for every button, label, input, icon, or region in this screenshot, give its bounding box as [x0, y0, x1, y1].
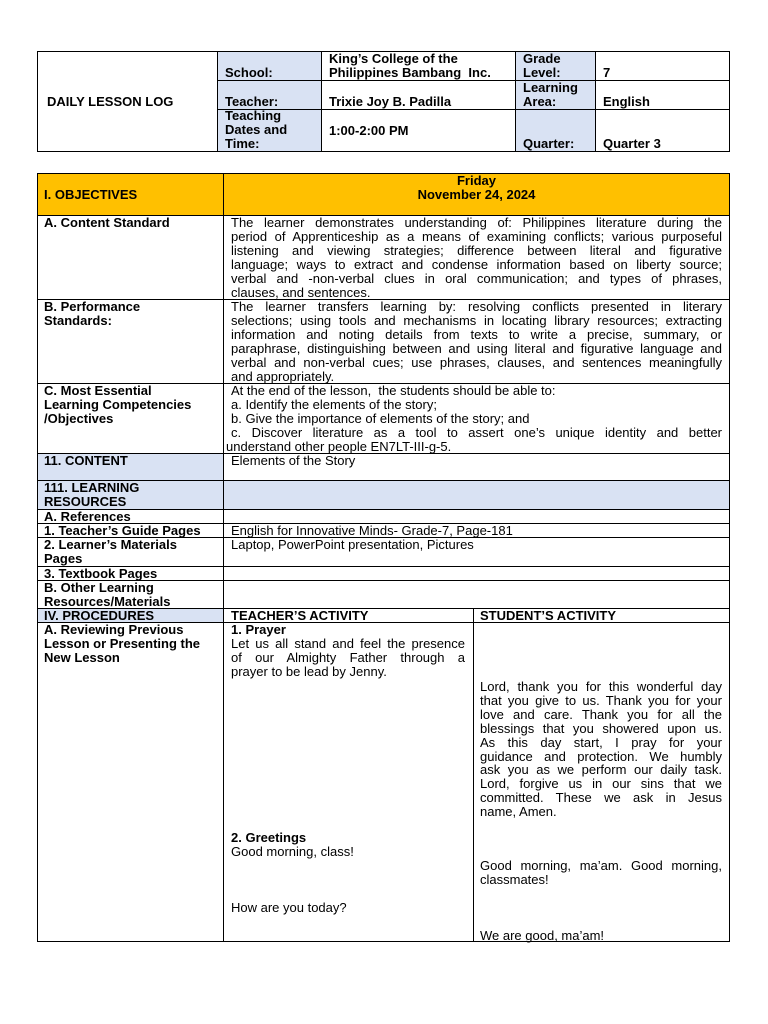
teacher-label: Teacher: — [225, 94, 279, 110]
competencies-label-line: /Objectives — [44, 410, 114, 426]
teacher-prayer-line: of our Almighty Father through a — [231, 649, 465, 665]
grade-level-label-line: Grade — [523, 52, 561, 67]
learning-resources-empty-cell — [224, 481, 730, 510]
grade-level-value: 7 — [603, 65, 611, 81]
student-greeting-block — [480, 859, 722, 887]
teacher-value-cell — [322, 81, 516, 110]
other-resources-empty-cell — [224, 581, 730, 609]
textbook-label-cell — [38, 567, 224, 581]
performance-standards-line: selections; using tools and mechanisms in locating library resources; extracting — [231, 312, 722, 328]
other-resources-label-cell — [38, 581, 224, 609]
dates-value-cell — [322, 110, 516, 152]
teacher-activity-cell — [224, 623, 474, 942]
student-activity-header-cell — [474, 609, 730, 623]
content-standard-line: listening and viewing strategies; difference between literal and figurative — [231, 242, 722, 258]
competencies-label-line: C. Most Essential — [44, 383, 152, 398]
quarter-value-cell — [596, 110, 730, 152]
content-standard-line: clauses, and sentences. — [231, 284, 371, 300]
content-standard-line: period of Apprenticeship as a means of examining conflicts; various purposeful — [231, 228, 722, 244]
grade-level-value-cell — [596, 52, 730, 81]
student-prayer-line: committed. These we ask in Jesus — [480, 790, 722, 806]
competency-item: c. Discover literature as a tool to assert one’s unique identity and better — [231, 424, 722, 440]
other-resources-label-line: B. Other Learning — [44, 580, 154, 595]
competencies-label-cell — [38, 384, 224, 454]
reviewing-label-cell — [38, 623, 224, 942]
content-value: Elements of the Story — [231, 453, 356, 468]
references-empty-cell — [224, 510, 730, 524]
competencies-intro: At the end of the lesson, the students should be able to: — [231, 383, 556, 398]
content-standard-line: language; ways to extract and condense information based on liberty source; — [231, 256, 722, 272]
teacher-activity-header: TEACHER’S ACTIVITY — [231, 608, 369, 623]
performance-standards-line: information and noting details from texts to write a precise, summary, or — [231, 326, 722, 342]
content-standard-label-cell — [38, 216, 224, 300]
student-prayer-line: As this day start, I pray for your — [480, 734, 722, 750]
learners-materials-label-line: 2. Learner’s Materials — [44, 537, 177, 552]
dates-label-line: Teaching — [225, 110, 282, 124]
textbook-label: 3. Textbook Pages — [44, 566, 158, 581]
quarter-value: Quarter 3 — [603, 136, 661, 152]
content-standard-line: verbal and -non-verbal clues in oral communication; and types of phrases, — [231, 270, 722, 286]
textbook-empty-cell — [224, 567, 730, 581]
dates-label-line: Dates and — [225, 122, 288, 138]
teacher-prayer-line: Let us all stand and feel the presence — [231, 635, 465, 651]
teacher-greetings-block — [231, 831, 465, 859]
learners-materials-value-cell — [224, 538, 730, 567]
reviewing-label-line: A. Reviewing Previous — [44, 622, 184, 637]
objectives-heading-cell — [38, 174, 224, 216]
quarter-label-cell — [516, 110, 596, 152]
school-value-line: King’s College of the — [329, 52, 458, 67]
quarter-label: Quarter: — [523, 136, 575, 152]
teacher-question-block — [231, 901, 465, 915]
teachers-guide-label-cell — [38, 524, 224, 538]
teacher-greeting: Good morning, class! — [231, 843, 354, 859]
grade-level-label-line: Level: — [523, 65, 561, 81]
teacher-prayer-line: prayer to be lead by Jenny. — [231, 663, 387, 679]
reviewing-label-line: Lesson or Presenting the — [44, 635, 201, 651]
grade-level-label-cell — [516, 52, 596, 81]
lesson-date: November 24, 2024 — [417, 186, 536, 202]
student-prayer-line: guidance and protection. We humbly — [480, 748, 722, 764]
learners-materials-value: Laptop, PowerPoint presentation, Pictures — [231, 537, 474, 552]
student-prayer-line: Lord, forgive us in our sins that we — [480, 776, 722, 792]
student-prayer-line: name, Amen. — [480, 804, 557, 820]
learners-materials-label-cell — [38, 538, 224, 567]
student-greeting-line: classmates! — [480, 871, 549, 887]
dates-value: 1:00-2:00 PM — [329, 122, 409, 138]
prayer-title: 1. Prayer — [231, 622, 286, 637]
lesson-plan-table — [37, 173, 730, 942]
teacher-value: Trixie Joy B. Padilla — [329, 94, 452, 110]
competency-item: a. Identify the elements of the story; — [231, 396, 437, 412]
student-answer-block — [480, 929, 722, 943]
competencies-label-line: Learning Competencies — [44, 396, 192, 412]
student-prayer-line: Lord, thank you for this wonderful day — [480, 679, 722, 694]
performance-standards-label-line: B. Performance — [44, 299, 141, 314]
document-title-cell — [38, 52, 218, 152]
school-label-cell — [218, 52, 322, 81]
content-standard-line: The learner demonstrates understanding of: Philippines literature during the — [231, 215, 722, 230]
student-prayer-line: love and care. Thank you for all the — [480, 706, 722, 722]
references-label: A. References — [44, 509, 131, 524]
performance-standards-label-cell — [38, 300, 224, 384]
student-greeting-line: Good morning, ma’am. Good morning, — [480, 858, 722, 873]
document-title: DAILY LESSON LOG — [47, 93, 174, 109]
content-standard-text-cell — [224, 216, 730, 300]
student-prayer-line: ask you as we perform our daily task. — [480, 762, 722, 778]
teacher-question: How are you today? — [231, 900, 347, 915]
dates-label-cell — [218, 110, 322, 152]
student-prayer-line: that you give to us. Thank you for your — [480, 692, 722, 708]
student-prayer-line: blessings that you showered upon us. — [480, 720, 722, 736]
competencies-text-cell — [224, 384, 730, 454]
objectives-date-cell — [224, 174, 730, 216]
learning-resources-heading-line: RESOURCES — [44, 493, 127, 509]
performance-standards-line: and appropriately. — [231, 368, 335, 384]
content-heading-cell — [38, 454, 224, 481]
performance-standards-label-line: Standards: — [44, 312, 112, 328]
procedures-heading: IV. PROCEDURES — [44, 608, 155, 623]
learning-area-label-line: Area: — [523, 94, 557, 110]
learning-resources-heading-line: 111. LEARNING — [44, 480, 140, 495]
student-prayer-block — [480, 680, 722, 819]
student-activity-cell — [474, 623, 730, 942]
teachers-guide-value-cell — [224, 524, 730, 538]
procedures-heading-cell — [38, 609, 224, 623]
performance-standards-line: The learner transfers learning by: resolving conflicts presented in literary — [231, 299, 722, 314]
content-heading: 11. CONTENT — [44, 453, 128, 468]
student-activity-header: STUDENT’S ACTIVITY — [480, 608, 617, 623]
school-label: School: — [225, 65, 273, 81]
performance-standards-text-cell — [224, 300, 730, 384]
content-value-cell — [224, 454, 730, 481]
other-resources-label-line: Resources/Materials — [44, 593, 171, 609]
learning-resources-heading-cell — [38, 481, 224, 510]
objectives-heading: I. OBJECTIVES — [44, 186, 138, 202]
teacher-label-cell — [218, 81, 322, 110]
performance-standards-line: paraphrase, distinguishing between and using literal and figurative language and — [231, 340, 722, 356]
lesson-log-header-table — [37, 51, 730, 152]
reviewing-label-line: New Lesson — [44, 649, 120, 665]
references-label-cell — [38, 510, 224, 524]
lesson-day: Friday — [456, 173, 496, 188]
teachers-guide-label: 1. Teacher’s Guide Pages — [44, 523, 201, 538]
learners-materials-label-line: Pages — [44, 550, 83, 566]
teachers-guide-value: English for Innovative Minds- Grade-7, Page-181 — [231, 523, 513, 538]
school-value-line: Philippines Bambang Inc. — [329, 65, 491, 81]
learning-area-value: English — [603, 94, 650, 110]
competency-item: b. Give the importance of elements of the story; and — [231, 410, 530, 426]
learning-area-value-cell — [596, 81, 730, 110]
content-standard-label: A. Content Standard — [44, 215, 170, 230]
teacher-activity-header-cell — [224, 609, 474, 623]
performance-standards-line: verbal and non-verbal cues; use phrases, clauses, and sentences meaningfully — [231, 354, 722, 370]
competency-item-continuation: understand other people EN7LT-III-g-5. — [226, 438, 452, 454]
dates-label-line: Time: — [225, 136, 260, 152]
teacher-prayer-block — [231, 623, 465, 679]
greetings-title: 2. Greetings — [231, 830, 307, 845]
learning-area-label-cell — [516, 81, 596, 110]
student-answer: We are good, ma’am! — [480, 928, 605, 943]
learning-area-label-line: Learning — [523, 81, 578, 96]
school-value-cell — [322, 52, 516, 81]
